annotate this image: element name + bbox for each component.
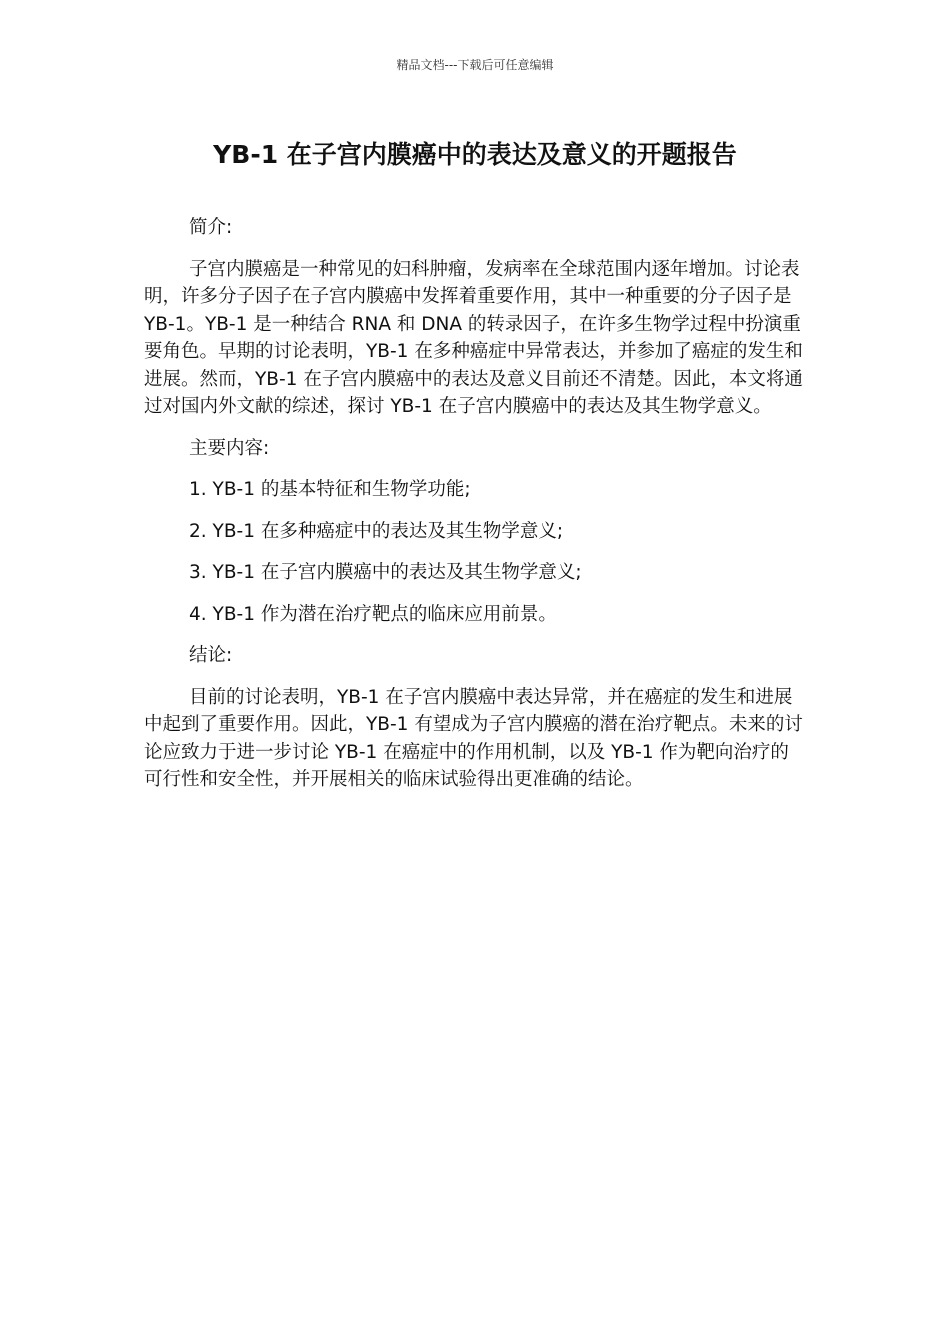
main-content-item-4: 4. YB-1 作为潜在治疗靶点的临床应用前景。 <box>189 603 557 625</box>
document-title: YB-1 在子宫内膜癌中的表达及意义的开题报告 <box>213 140 737 169</box>
main-content-item-2: 2. YB-1 在多种癌症中的表达及其生物学意义; <box>189 520 564 542</box>
document-body <box>144 214 806 808</box>
main-content-item-3: 3. YB-1 在子宫内膜癌中的表达及其生物学意义; <box>189 562 582 583</box>
conclusion-paragraph: 目前的讨论表明，YB-1 在子宫内膜癌中表达异常，并在癌症的发生和进展中起到了重要作用。因此，YB-1 有望成为子宫内膜癌的潜在治疗靶点。未来的讨论应致力于进一步讨论 YB-1 在癌症中的作用机制，以及 YB-1 作为靶向治疗的可行性和安全性，并开展相关的临床试验得出更准确的结论。 <box>144 686 803 790</box>
main-content-item-1: 1. YB-1 的基本特征和生物学功能; <box>189 479 471 500</box>
intro-heading: 简介: <box>189 217 233 238</box>
conclusion-heading: 结论: <box>189 645 233 666</box>
header-note: 精品文档---下载后可任意编辑 <box>396 58 554 72</box>
main-content-heading: 主要内容: <box>189 437 270 459</box>
intro-paragraph: 子宫内膜癌是一种常见的妇科肿瘤，发病率在全球范围内逐年增加。讨论表明，许多分子因子在子宫内膜癌中发挥着重要作用，其中一种重要的分子因子是 YB-1。YB-1 是一种结合 RNA 和 DNA 的转录因子，在许多生物学过程中扮演重要角色。早期的讨论表明，YB-1 在多种癌症中异常表达，并参加了癌症的发生和进展。然而，YB-1 在子宫内膜癌中的表达及意义目前还不清楚。因此，本文将通过对国内外文献的综述，探讨 YB-1 在子宫内膜癌中的表达及其生物学意义。 <box>144 258 803 417</box>
